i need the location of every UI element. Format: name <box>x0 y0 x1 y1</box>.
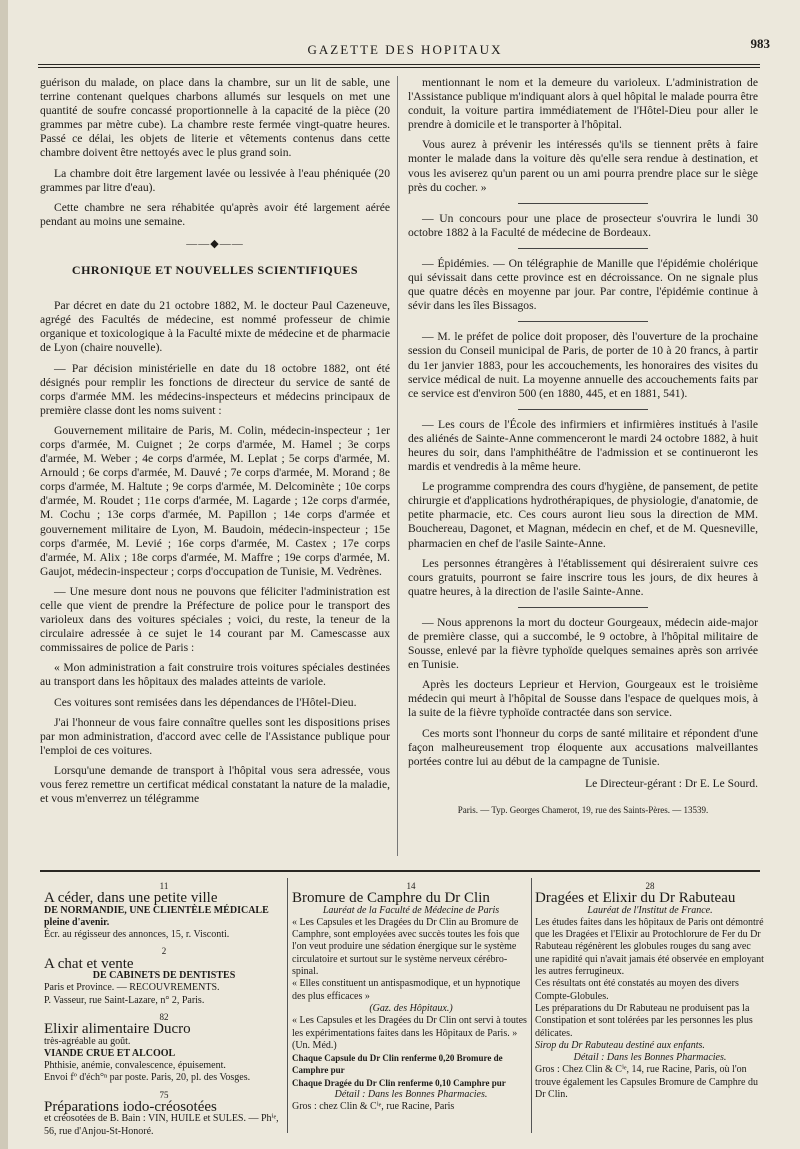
paragraph-separator <box>518 248 648 249</box>
ad-clientele <box>44 880 284 941</box>
director-signature: Le Directeur-gérant : Dr E. Le Sourd. <box>585 777 758 790</box>
ad-line: Ces résultats ont été constatés au moyen des divers Compte-Globules. <box>535 978 739 1002</box>
ad-line: Gros : chez Clin & Cⁱᵉ, rue Racine, Paris <box>292 1101 455 1113</box>
ad-line: Les préparations du Dr Rabuteau ne produisent pas la Constipation et sont tolérées par les personnes les plus délicates. <box>535 1002 753 1039</box>
article-paragraph: — Une mesure dont nous ne pouvons que féliciter l'administration est celle que vient de prendre la Préfecture de police pour le transport des varioleux dans des voitures spéciales ; voici, du reste, la teneur de la circulaire adressée à ce sujet le 14 courant par M. Camescasse aux commissaires de police de Paris : <box>40 584 390 655</box>
ad-number: 75 <box>159 1089 169 1100</box>
paragraph-separator <box>518 607 648 608</box>
ad-line: Gros : Chez Clin & Cⁱᵉ, 14, rue Racine, Paris, où l'on trouve également les Capsules Bromure de Camphre du Dr Clin. <box>535 1064 758 1101</box>
ornament-divider: ——◆—— <box>186 237 244 250</box>
intro-paragraph: La chambre doit être largement lavée ou lessivée à l'eau phéniquée (20 grammes par litre d'eau). <box>40 166 390 194</box>
ad-line: P. Vasseur, rue Saint-Lazare, n° 2, Paris. <box>44 994 205 1006</box>
article-paragraph: Les personnes étrangères à l'établissement qui désireraient suivre ces cours gratuits, pourront se faire inscrire tous les jours, de dix heures à quatre heures, à la direction de l'asile Sainte-Anne. <box>408 556 758 598</box>
ad-line: Phthisie, anémie, convalescence, épuisement. <box>44 1060 226 1072</box>
page-binding-edge <box>0 0 8 1149</box>
article-paragraph: Vous aurez à prévenir les intéressés qu'ils se tiennent prêts à faire monter le malade dans la voiture dès qu'elle sera rendue à destination, et vous les aviserez qu'un parent ou un ami pourra prendre place sur le siège près du cocher. » <box>408 138 758 194</box>
ad-iodo-creosote <box>44 1089 284 1138</box>
ad-line: Écr. au régisseur des annonces, 15, r. Visconti. <box>44 929 230 941</box>
article-paragraph: Par décret en date du 21 octobre 1882, M. le docteur Paul Cazeneuve, agrégé des Facultés de médecine, est nommé professeur de chimie organique et toxicologique à la Faculté mixte de médecine et de pharmacie de Lyon (chaire nouvelle). <box>40 299 390 355</box>
ad-line: DE NORMANDIE, UNE CLIENTÈLE MÉDICALE pleine d'avenir. <box>44 904 269 928</box>
article-paragraph: J'ai l'honneur de vous faire connaître quelles sont les dispositions prises par mon administration, d'accord avec celle de l'Assistance publique pour l'emploi de ces voitures. <box>40 715 390 757</box>
article-paragraph: — Par décision ministérielle en date du 18 octobre 1882, ont été désignés pour remplir les fonctions de directeur du service de santé de corps d'armée MM. les médecins-inspecteurs et médecins principaux de première classe dont les noms suivent : <box>40 361 390 417</box>
article-paragraph: Ces voitures sont remisées dans les dépendances de l'Hôtel-Dieu. <box>54 695 357 709</box>
left-column <box>40 76 390 812</box>
ads-column-left <box>44 880 284 1142</box>
ad-line: Sirop du Dr Rabuteau destiné aux enfants. <box>535 1039 705 1051</box>
article-paragraph: — Épidémies. — On télégraphie de Manille que l'épidémie cholérique qui sévissait dans cette province est en décroissance. On ne signale plus que quatre décès en moyenne par jour. Par contre, l'épidémie continue à sévir dans les îles Bissagos. <box>408 256 758 313</box>
ad-line: Chaque Dragée du Dr Clin renferme 0,10 Camphre pur <box>292 1077 506 1088</box>
ads-column-right <box>535 880 765 1105</box>
printer-line: Paris. — Typ. Georges Chamerot, 19, rue des Saints-Pères. — 13539. <box>457 804 709 815</box>
ad-line: Les études faites dans les hôpitaux de Paris ont démontré que les Dragées et l'Elixir au Protochlorure de Fer du Dr Rabuteau régénèrent les globules rouges du sang avec une rapidité qui n'avait jamais été observée en employant les autres ferrugineux. <box>535 916 764 978</box>
header-rule-double <box>38 67 760 68</box>
ad-line: Détail : Dans les Bonnes Pharmacies. <box>334 1089 488 1101</box>
article-paragraph: — Nous apprenons la mort du docteur Gourgeaux, médecin aide-major de première classe, qui a succombé, le 9 octobre, à l'hôpital militaire de Sousse, enlevé par la fièvre typhoïde quelques semaines après son arrivée en Tunisie. <box>408 615 758 672</box>
section-title: CHRONIQUE ET NOUVELLES SCIENTIFIQUES <box>71 263 359 278</box>
ad-line: Chaque Capsule du Dr Clin renferme 0,20 Bromure de Camphre pur <box>292 1053 503 1076</box>
journal-title: GAZETTE DES HOPITAUX <box>307 42 503 57</box>
page-header <box>40 30 770 60</box>
ad-number: 2 <box>161 946 167 957</box>
ads-column-middle <box>292 880 530 1118</box>
article-paragraph: — Un concours pour une place de prosecteur s'ouvrira le lundi 30 octobre 1882 à la Faculté de médecine de Bordeaux. <box>408 211 758 239</box>
ad-line: VIANDE CRUE ET ALCOOL <box>44 1047 176 1059</box>
ad-line: « Elles constituent un antispasmodique, et un hypnotique des plus efficaces » <box>292 978 521 1002</box>
ad-line: Paris et Province. — RECOUVREMENTS. <box>44 982 220 994</box>
article-paragraph: — M. le préfet de police doit proposer, dès l'ouverture de la prochaine session du Conseil municipal de Paris, de porter de 10 à 20 francs, à partir du 1er janvier 1883, pour les accouchements, les honoraires des visites du service médical de nuit. La moyenne annuelle des accouchements faits par ce service est d'environ 500 (en 1880, 445, et en 1881, 541). <box>408 330 758 400</box>
advertisements-rule <box>40 870 760 872</box>
ad-column-divider <box>531 878 532 1133</box>
article-paragraph: Ces morts sont l'honneur du corps de santé militaire et répondent d'une façon malheureusement trop éloquente aux accusations malveillantes portées contre lui au début de la campagne de Tunisie. <box>408 726 758 768</box>
right-column <box>408 76 758 817</box>
ad-number: 14 <box>406 881 416 891</box>
ad-title: A céder, dans une petite ville <box>44 890 218 907</box>
ad-elixir-ducro <box>44 1011 284 1085</box>
ad-number: 82 <box>159 1011 169 1022</box>
ad-line: « Les Capsules et les Dragées du Dr Clin ont servi à toutes les expérimentations faites dans les Hôpitaux de Paris. » (Un. Méd.) <box>292 1015 527 1051</box>
paragraph-separator <box>518 409 648 410</box>
ad-line: (Gaz. des Hôpitaux.) <box>369 1002 453 1014</box>
ad-dentist-cabinets <box>44 945 284 1006</box>
ad-title: Elixir alimentaire Ducro <box>44 1021 191 1038</box>
ad-subtitle: Lauréat de la Faculté de Médecine de Paris <box>322 904 500 916</box>
article-paragraph: — Les cours de l'École des infirmiers et infirmières institués à l'asile des aliénés de Sainte-Anne commenceront le mardi 24 octobre 1882, à huit heures du soir, dans l'amphithéâtre de l'admission et se continueront les mardis et vendredis à la même heure. <box>408 417 758 474</box>
header-rule <box>38 64 760 65</box>
page-number: 983 <box>750 36 770 51</box>
ad-subtitle: très-agréable au goût. <box>44 1035 131 1047</box>
ad-column-divider <box>287 878 288 1133</box>
ad-number: 28 <box>645 881 655 891</box>
intro-paragraph: Cette chambre ne sera réhabitée qu'après avoir été largement aérée pendant au moins une semaine. <box>40 200 390 228</box>
article-paragraph: Lorsqu'une demande de transport à l'hôpital vous sera adressée, vous vous ferez remettre un certificat médical constatant la nature de la maladie, et vous m'enverrez un télégramme <box>40 763 390 806</box>
intro-paragraph: guérison du malade, on place dans la chambre, sur un lit de sable, une terrine contenant quelques charbons allumés sur lesquels on met une quantité de soufre concassé proportionnelle à la capacité de la pièce (20 grammes par mètre cube). La chambre reste fermée vingt-quatre heures. Passé ce délai, les objets de literie et vêtements contenus dans cette chambre doivent être nettoyés avec le plus grand soin. <box>40 76 390 160</box>
ad-line: Détail : Dans les Bonnes Pharmacies. <box>573 1052 727 1064</box>
article-paragraph: Après les docteurs Leprieur et Hervion, Gourgeaux est le troisième médecin qui meurt à l'hôpital de Sousse dans l'espace de quelques mois, à la suite de la fièvre typhoïde contractée dans son service. <box>408 678 758 720</box>
paragraph-separator <box>518 203 648 204</box>
article-paragraph: Gouvernement militaire de Paris, M. Colin, médecin-inspecteur ; 1er corps d'armée, M. Cuignet ; 2e corps d'armée, M. Hamel ; 3e corps d'armée, M. Weber ; 4e corps d'armée, M. Leplat ; 5e corps d'armée, M. Arnould ; 6e corps d'armée, M. Dauvé ; 7e corps d'armée, M. Morand ; 8e corps d'armée, M. Haltute ; 9e corps d'armée, M. Delcominète ; 10e corps d'armée, M. Roudet ; 11e corps d'armée, M. Lagarde ; 12e corps d'armée, M. Cochu ; 13e corps d'armée, M. Papillon ; 14e corps d'armée et gouvernement militaire de Lyon, M. Baudoin, médecin-inspecteur ; 15e corps d'armée, M. Levié ; 16e corps d'armée, M. Castex ; 17e corps d'armée, M. Alix ; 18e corps d'armée, M. Maffre ; 19e corps d'armée, M. Gaujot, médecin-inspecteur ; corps d'occupation de Tunisie, M. Vedrènes. <box>40 423 390 578</box>
article-paragraph: Le programme comprendra des cours d'hygiène, de pansement, de petite chirurgie et d'applications hydrothérapiques, de physiologie, d'anatomie, de petite pharmacie, etc. Ces cours auront lieu sous la direction de MM. Bouchereau, Dagonet, et Magnan, médecin en chef, et de M. Quesneville, pharmacien en chef de l'asile Sainte-Anne. <box>408 480 758 550</box>
ad-title: Bromure de Camphre du Dr Clin <box>292 890 490 907</box>
ad-title: Préparations iodo-créosotées <box>44 1099 217 1116</box>
article-paragraph: « Mon administration a fait construire trois voitures spéciales destinées au transport dans les hôpitaux des malades atteints de variole. <box>40 661 390 689</box>
ad-subtitle: DE CABINETS DE DENTISTES <box>92 970 236 982</box>
ad-line: « Les Capsules et les Dragées du Dr Clin au Bromure de Camphre, sont employées avec succès toutes les fois que l'on veut produire une sédation énergique sur le système circulatoire et surtout sur le système nerveux cérébro-spinal. <box>292 916 520 978</box>
ad-line: Envoi fº d'éch°ⁿ par poste. Paris, 20, pl. des Vosges. <box>44 1072 251 1084</box>
ad-line: et créosotées de B. Bain : VIN, HUILE et SULES. — Phⁱᵉ, 56, rue d'Anjou-St-Honoré. <box>44 1113 279 1137</box>
article-paragraph: mentionnant le nom et la demeure du varioleux. L'administration de l'Assistance publique m'indiquant alors à quel hôpital le malade pourra être conduit, la voiture partira immédiatement de l'Hôtel-Dieu pour aller le prendre à domicile et le transporter à l'hôpital. <box>408 76 758 132</box>
column-divider <box>397 76 398 856</box>
ad-rabuteau <box>535 880 765 1101</box>
ad-title: A chat et vente <box>44 955 134 972</box>
ad-title: Dragées et Elixir du Dr Rabuteau <box>535 890 736 907</box>
ad-subtitle: Lauréat de l'Institut de France. <box>587 904 713 916</box>
ad-number: 11 <box>159 881 169 891</box>
paragraph-separator <box>518 321 648 322</box>
ad-bromure-camphre <box>292 880 530 1114</box>
